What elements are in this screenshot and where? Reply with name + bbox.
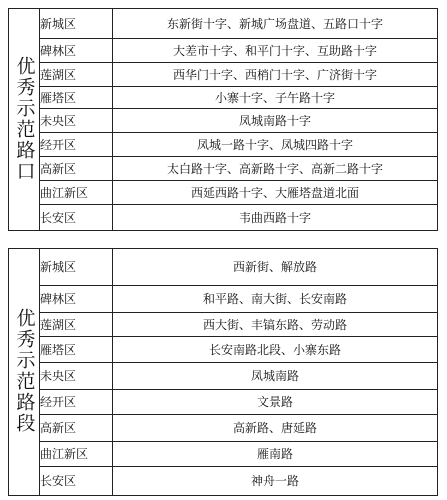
district-cell: 经开区	[40, 390, 113, 415]
table-row	[9, 467, 438, 496]
district-cell: 雁塔区	[40, 87, 113, 109]
table-row	[9, 157, 438, 181]
intersections-table	[8, 8, 438, 231]
detail-cell: 韦曲西路十字	[113, 205, 438, 231]
table-row	[9, 87, 438, 109]
detail-cell: 西新街、解放路	[113, 249, 438, 286]
table-row	[9, 249, 438, 286]
section-title-text: 优秀示范路口	[13, 55, 36, 182]
detail-cell: 西延西路十字、大雁塔盘道北面	[113, 181, 438, 205]
district-cell: 高新区	[40, 157, 113, 181]
table-row	[9, 313, 438, 337]
table-row	[9, 9, 438, 39]
district-cell: 新城区	[40, 249, 113, 286]
detail-cell: 高新路、唐延路	[113, 415, 438, 442]
table-row	[9, 39, 438, 63]
district-cell: 曲江新区	[40, 442, 113, 467]
detail-cell: 凤城南路十字	[113, 109, 438, 133]
district-cell: 碑林区	[40, 286, 113, 313]
section-title-text: 优秀示范路段	[13, 308, 36, 434]
road-sections-table	[8, 248, 438, 496]
detail-cell: 凤城一路十字、凤城四路十字	[113, 133, 438, 157]
table-row	[9, 109, 438, 133]
district-cell: 曲江新区	[40, 181, 113, 205]
table-row	[9, 442, 438, 467]
detail-cell: 文景路	[113, 390, 438, 415]
detail-cell: 太白路十字、高新路十字、高新二路十字	[113, 157, 438, 181]
detail-cell: 凤城南路	[113, 363, 438, 390]
section-title	[9, 249, 40, 496]
district-cell: 高新区	[40, 415, 113, 442]
district-cell: 碑林区	[40, 39, 113, 63]
district-cell: 长安区	[40, 205, 113, 231]
district-cell: 雁塔区	[40, 337, 113, 363]
district-cell: 未央区	[40, 363, 113, 390]
district-cell: 长安区	[40, 467, 113, 496]
table-row	[9, 337, 438, 363]
detail-cell: 和平路、南大街、长安南路	[113, 286, 438, 313]
table-row	[9, 286, 438, 313]
section-title	[9, 9, 40, 231]
table-row	[9, 363, 438, 390]
detail-cell: 大差市十字、和平门十字、互助路十字	[113, 39, 438, 63]
district-cell: 莲湖区	[40, 63, 113, 87]
detail-cell: 雁南路	[113, 442, 438, 467]
table-row	[9, 133, 438, 157]
district-cell: 经开区	[40, 133, 113, 157]
table-row	[9, 63, 438, 87]
detail-cell: 西大街、丰镐东路、劳动路	[113, 313, 438, 337]
table-row	[9, 205, 438, 231]
detail-cell: 神舟一路	[113, 467, 438, 496]
detail-cell: 东新街十字、新城广场盘道、五路口十字	[113, 9, 438, 39]
district-cell: 未央区	[40, 109, 113, 133]
detail-cell: 长安南路北段、小寨东路	[113, 337, 438, 363]
district-cell: 新城区	[40, 9, 113, 39]
table-row	[9, 181, 438, 205]
detail-cell: 西华门十字、西梢门十字、广济街十字	[113, 63, 438, 87]
table-row	[9, 415, 438, 442]
detail-cell: 小寨十字、子午路十字	[113, 87, 438, 109]
table-row	[9, 390, 438, 415]
district-cell: 莲湖区	[40, 313, 113, 337]
